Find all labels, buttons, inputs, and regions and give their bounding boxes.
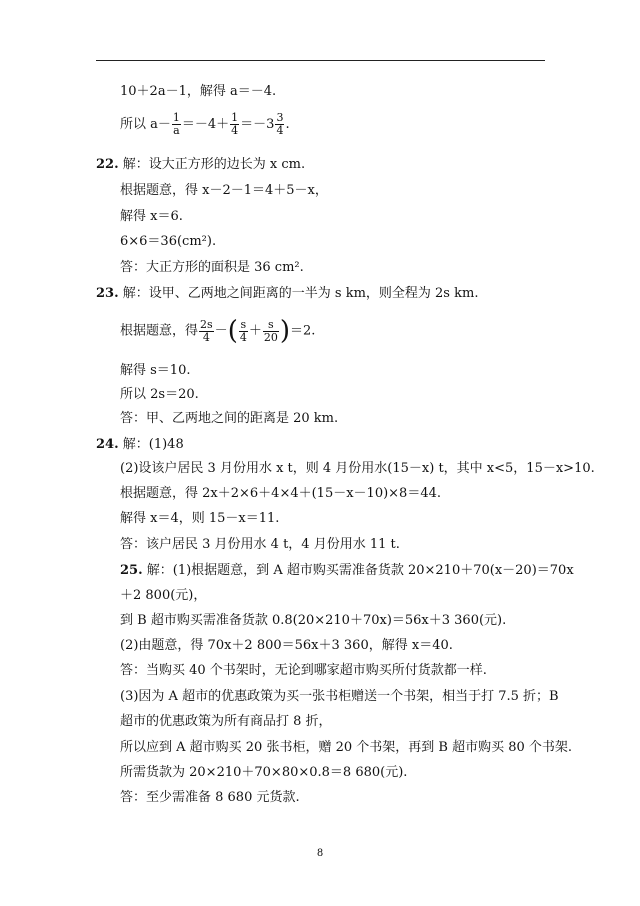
numerator: s [240, 317, 247, 331]
denominator: a [173, 124, 180, 137]
fraction [275, 112, 284, 137]
text-fragment: 解：(1)根据题意，到 A 超市购买需准备货款 20×210＋70(x－20)＝70x [146, 563, 574, 578]
question-number: 23. [96, 286, 119, 301]
right-bracket: ) [279, 316, 291, 346]
text-line: 到 B 超市购买需准备货款 0.8(20×210＋70x)＝56x＋3 360(元). [120, 613, 507, 628]
denominator: 20 [263, 330, 278, 344]
text-fragment: 所以 a－ [120, 117, 171, 132]
text-line: 答：该户居民 3 月份用水 4 t，4 月份用水 11 t. [120, 537, 400, 552]
denominator: 4 [202, 330, 210, 344]
denominator: 4 [231, 124, 239, 137]
header-rule [96, 60, 545, 61]
numerator: 1 [231, 111, 239, 124]
text-line: 解得 x＝4，则 15－x＝11. [120, 511, 280, 526]
text-fragment: 解：设大正方形的边长为 x cm. [122, 157, 306, 172]
numerator: s [263, 319, 279, 332]
text-line: 解得 x＝6. [120, 209, 183, 224]
question-22-line [96, 157, 305, 173]
text-line: 解得 s＝10. [120, 363, 191, 378]
question-number: 25. [120, 563, 143, 578]
fraction [230, 112, 239, 137]
left-bracket: ( [227, 316, 238, 346]
text-line: (2)设该户居民 3 月份用水 x t，则 4 月份用水(15－x) t，其中 x<5，15－x>10. [120, 461, 595, 476]
numerator: 2s [200, 317, 213, 331]
equation-line [120, 112, 290, 137]
denominator: 4 [239, 330, 247, 344]
question-25-line [120, 563, 574, 579]
fraction [239, 319, 248, 344]
numerator: 1 [172, 111, 180, 124]
text-fragment: 根据题意，得 [120, 323, 199, 339]
text-fragment: ＝－4＋ [181, 117, 230, 132]
fraction [172, 112, 181, 137]
text-line: 答：至少需准备 8 680 元货款. [120, 790, 300, 805]
question-24-line [96, 437, 184, 453]
text-line: 所以 2s＝20. [120, 387, 199, 402]
text-line: 10＋2a－1，解得 a＝－4. [120, 84, 277, 99]
text-line: 所以应到 A 超市购买 20 张书柜，赠 20 个书架，再到 B 超市购买 80 个书架. [120, 740, 573, 755]
text-line: 答：甲、乙两地之间的距离是 20 km. [120, 411, 339, 426]
text-fragment: ＋ [248, 323, 262, 339]
text-fragment: 解：(1)48 [122, 437, 184, 452]
text-line: (3)因为 A 超市的优惠政策为买一张书柜赠送一个书架，相当于打 7.5 折；B [120, 689, 559, 704]
text-fragment: 解：设甲、乙两地之间距离的一半为 s km，则全程为 2s km. [122, 286, 479, 301]
text-line: 超市的优惠政策为所有商品打 8 折， [120, 714, 332, 729]
text-line: 6×6＝36(cm²). [120, 234, 217, 249]
text-line: 根据题意，得 2x＋2×6＋4×4＋(15－x－10)×8＝44. [120, 486, 442, 501]
question-number: 24. [96, 437, 119, 452]
fraction [263, 319, 279, 344]
fraction [199, 319, 214, 344]
text-fragment: ＝2. [290, 323, 316, 339]
text-line: 根据题意，得 x－2－1＝4＋5－x， [120, 183, 328, 198]
page-number: 8 [316, 848, 324, 859]
text-fragment: ＝－3 [240, 117, 275, 132]
text-line: 所需货款为 20×210＋70×80×0.8＝8 680(元). [120, 765, 408, 780]
text-line: 答：当购买 40 个书架时，无论到哪家超市购买所付货款都一样. [120, 663, 487, 678]
equation-line [120, 318, 315, 344]
numerator: 3 [276, 111, 284, 124]
denominator: 4 [276, 124, 284, 137]
question-number: 22. [96, 157, 119, 172]
text-line: 答：大正方形的面积是 36 cm². [120, 260, 304, 275]
text-line: (2)由题意，得 70x＋2 800＝56x＋3 360，解得 x＝40. [120, 638, 453, 653]
text-fragment: . [285, 117, 290, 132]
question-23-line [96, 286, 478, 302]
text-line: ＋2 800(元)， [120, 588, 207, 603]
text-fragment: － [214, 323, 228, 339]
